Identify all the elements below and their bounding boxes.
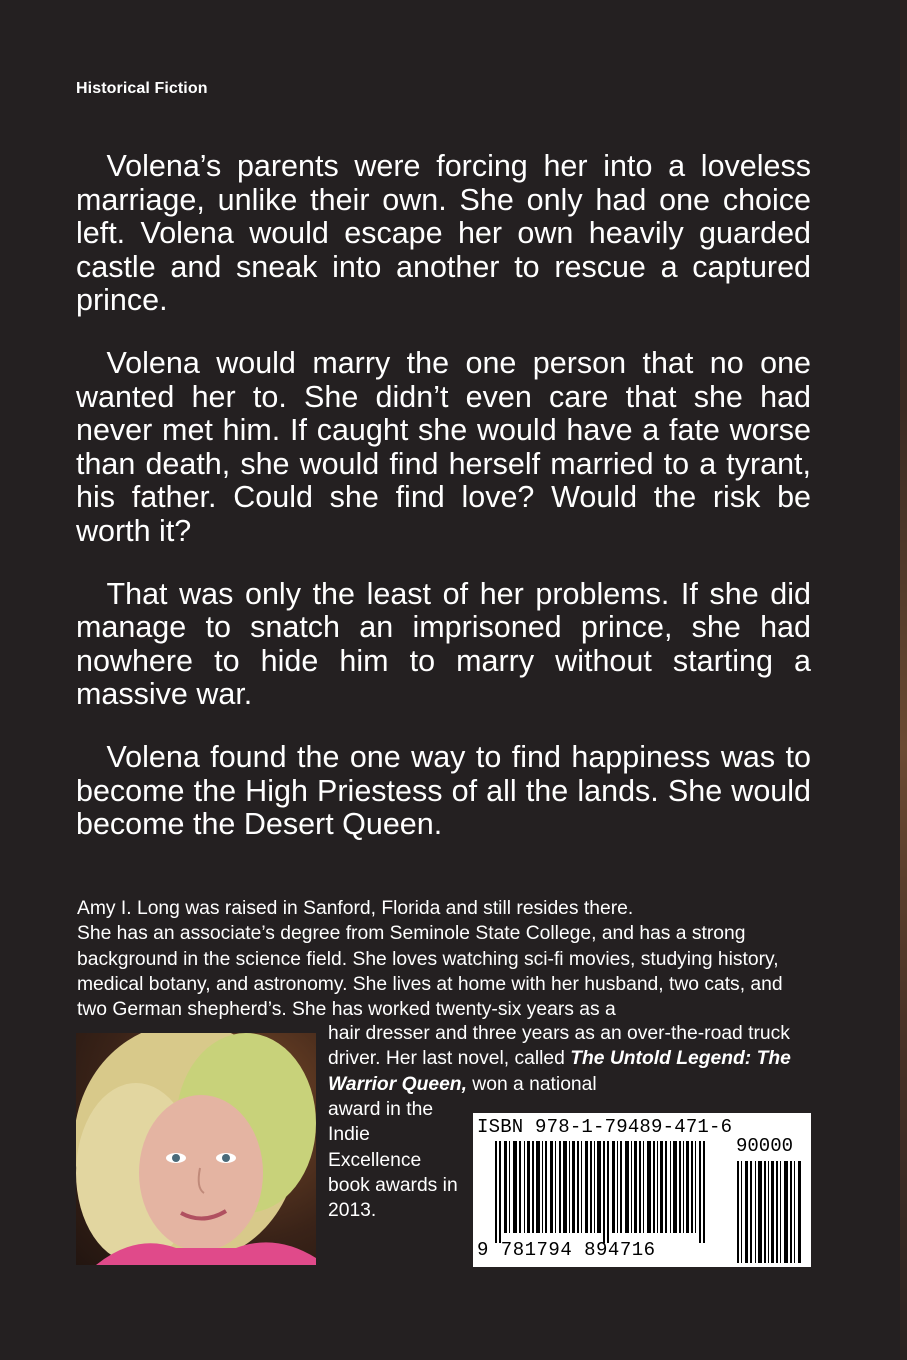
isbn-digits: 9 781794 894716 bbox=[477, 1239, 656, 1261]
blurb-paragraph-4: Volena found the one way to find happiness was to become the High Priestess of all the lands. She would become the Desert Queen. bbox=[76, 739, 811, 842]
bio-side-post: won a national bbox=[466, 1073, 597, 1095]
cover-edge-strip bbox=[900, 0, 907, 1360]
bio-side-pre: hair dresser and three years as an over-the-road truck driver. Her last novel, called bbox=[328, 1023, 790, 1070]
isbn-barcode bbox=[473, 1113, 811, 1267]
author-bio bbox=[77, 896, 817, 1022]
bio-line-1: Amy I. Long was raised in Sanford, Florida and still resides there. bbox=[77, 898, 634, 919]
author-photo bbox=[76, 1033, 316, 1265]
isbn-label: ISBN 978-1-79489-471-6 bbox=[477, 1116, 733, 1138]
bio-side-text bbox=[328, 1021, 808, 1097]
blurb-paragraph-2: Volena would marry the one person that no one wanted her to. She didn’t even care that she had never met him. If caught she would have a fate worse than death, she would find herself married to a tyrant, his father. Could she find love? Would the risk be worth it? bbox=[76, 345, 811, 548]
blurb-paragraph-1: Volena’s parents were forcing her into a loveless marriage, unlike their own. She only had one choice left. Volena would escape her own heavily guarded castle and sneak into another to rescue a captured prince. bbox=[76, 149, 811, 318]
bio-award-text: award in the Indie Excellence book awards in 2013. bbox=[328, 1099, 458, 1222]
price-code: 90000 bbox=[736, 1135, 794, 1157]
genre-label: Historical Fiction bbox=[76, 80, 208, 97]
bio-block: She has an associate’s degree from Seminole State College, and has a strong background in the science field. She loves watching sci-fi movies, studying history, medical botany, and astronomy. She lives at home with her husband, two cats, and two German shepherd’s. She has worked twenty-six years as a bbox=[77, 923, 783, 1021]
previous-novel-title: The Untold Legend: The Warrior Queen, bbox=[328, 1048, 791, 1095]
blurb-paragraph-3: That was only the least of her problems. If she did manage to snatch an imprisoned prince, she had nowhere to hide him to marry without starting a massive war. bbox=[76, 576, 811, 712]
book-blurb bbox=[76, 150, 811, 871]
